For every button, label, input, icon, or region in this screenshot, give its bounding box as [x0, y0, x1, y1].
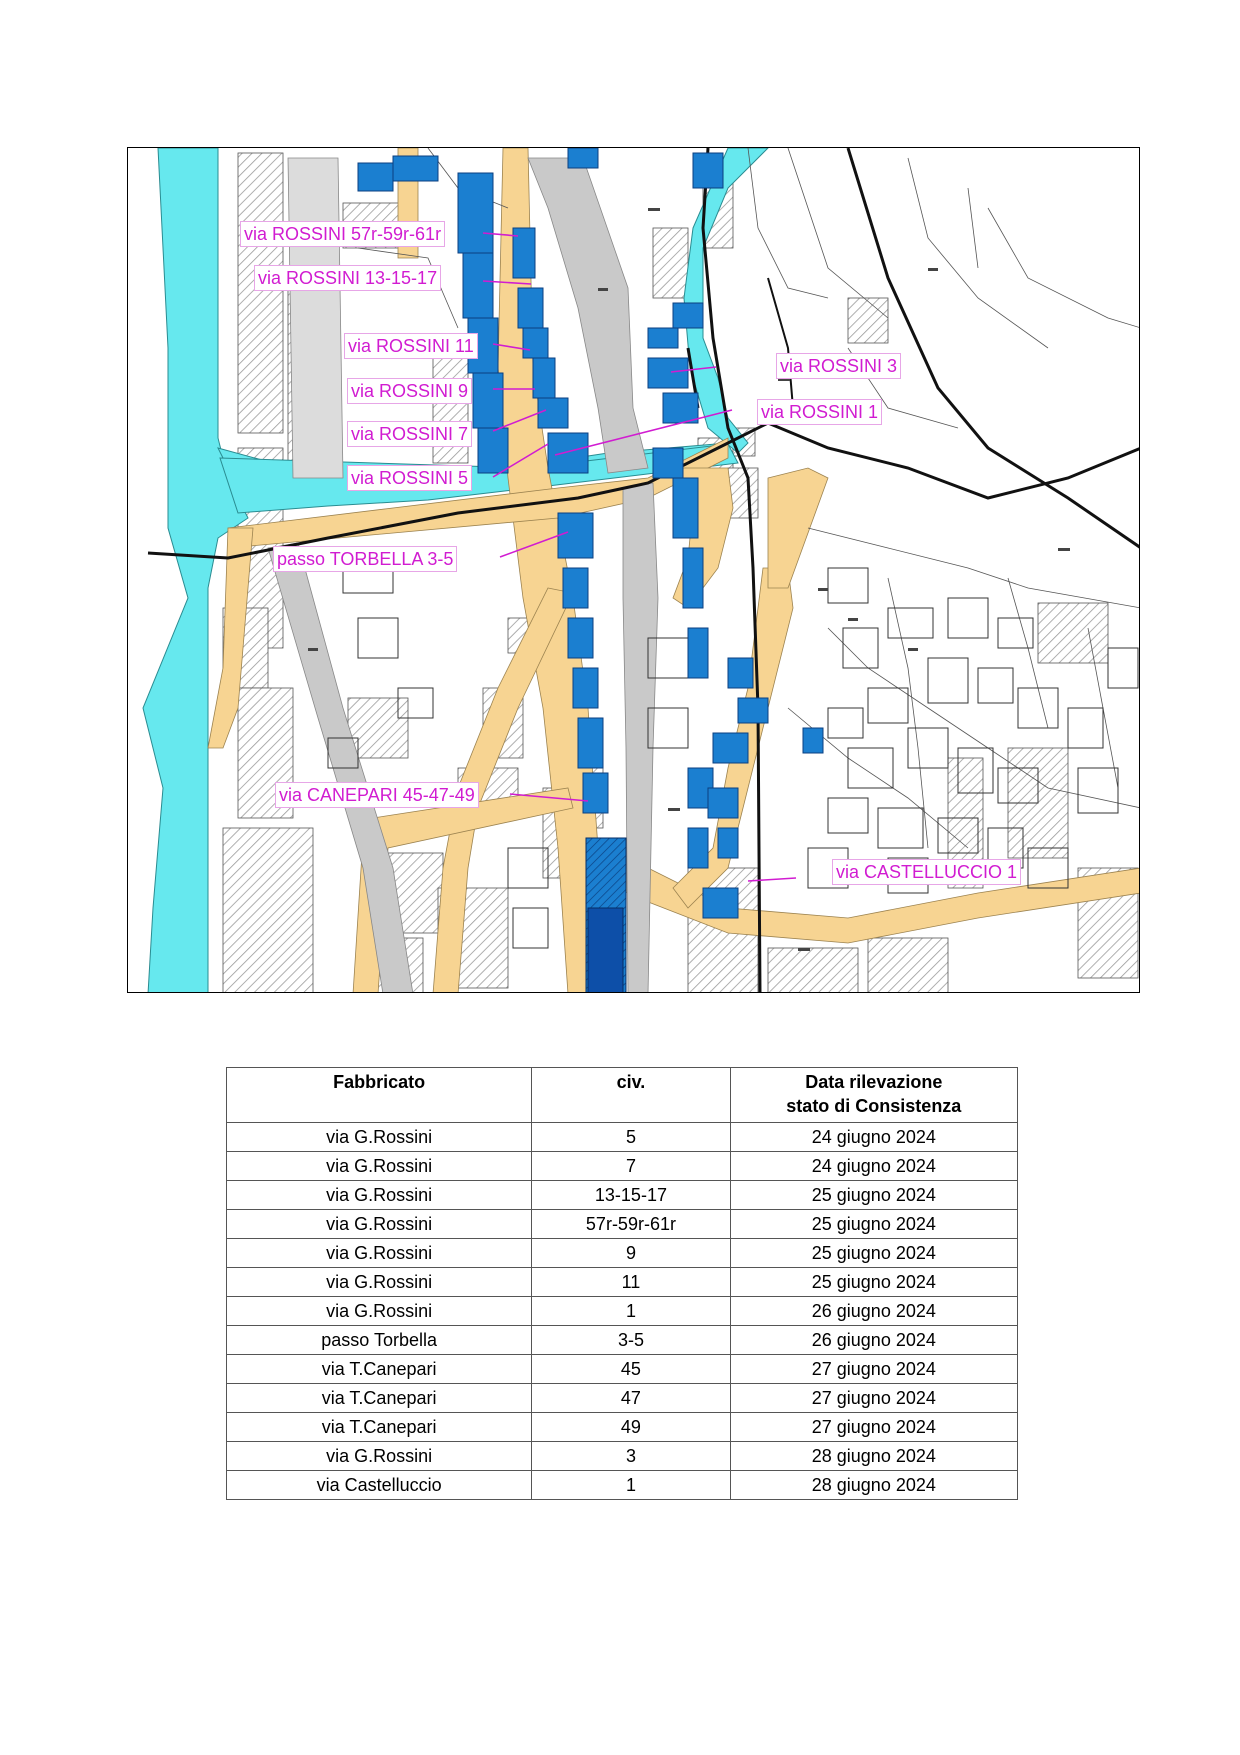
- header-fabbricato: Fabbricato: [227, 1068, 532, 1123]
- label-rossini-57r: via ROSSINI 57r-59r-61r: [240, 221, 445, 247]
- cell-civ: 1: [532, 1471, 730, 1500]
- cell-fabbricato: via G.Rossini: [227, 1123, 532, 1152]
- label-rossini-7: via ROSSINI 7: [347, 421, 472, 447]
- table-row: [227, 1413, 1018, 1442]
- cell-data: 28 giugno 2024: [730, 1471, 1017, 1500]
- table-row: [227, 1442, 1018, 1471]
- cell-civ: 11: [532, 1268, 730, 1297]
- cell-data: 26 giugno 2024: [730, 1326, 1017, 1355]
- label-rossini-3: via ROSSINI 3: [776, 353, 901, 379]
- header-civ: civ.: [532, 1068, 730, 1123]
- cell-fabbricato: via G.Rossini: [227, 1152, 532, 1181]
- cell-fabbricato: via G.Rossini: [227, 1297, 532, 1326]
- table-row: [227, 1123, 1018, 1152]
- table-header-row: [227, 1068, 1018, 1123]
- cell-fabbricato: via G.Rossini: [227, 1239, 532, 1268]
- cell-fabbricato: via G.Rossini: [227, 1181, 532, 1210]
- header-data: [730, 1068, 1017, 1123]
- survey-table: [226, 1067, 1018, 1500]
- cell-civ: 49: [532, 1413, 730, 1442]
- table-row: [227, 1268, 1018, 1297]
- cell-civ: 1: [532, 1297, 730, 1326]
- cell-data: 24 giugno 2024: [730, 1123, 1017, 1152]
- cell-civ: 45: [532, 1355, 730, 1384]
- table-row: [227, 1297, 1018, 1326]
- cell-civ: 57r-59r-61r: [532, 1210, 730, 1239]
- cell-fabbricato: via Castelluccio: [227, 1471, 532, 1500]
- cell-data: 24 giugno 2024: [730, 1152, 1017, 1181]
- cell-data: 25 giugno 2024: [730, 1268, 1017, 1297]
- label-rossini-11: via ROSSINI 11: [344, 333, 478, 359]
- cell-civ: 5: [532, 1123, 730, 1152]
- cell-data: 27 giugno 2024: [730, 1355, 1017, 1384]
- table-row: [227, 1181, 1018, 1210]
- table-row: [227, 1152, 1018, 1181]
- surveyed-buildings-dark: [586, 838, 626, 993]
- cell-fabbricato: passo Torbella: [227, 1326, 532, 1355]
- cell-civ: 3-5: [532, 1326, 730, 1355]
- label-canepari: via CANEPARI 45-47-49: [275, 782, 479, 808]
- cell-data: 27 giugno 2024: [730, 1384, 1017, 1413]
- table-row: [227, 1355, 1018, 1384]
- table-row: [227, 1326, 1018, 1355]
- cell-civ: 47: [532, 1384, 730, 1413]
- cell-fabbricato: via G.Rossini: [227, 1210, 532, 1239]
- table-row: [227, 1384, 1018, 1413]
- cell-civ: 3: [532, 1442, 730, 1471]
- label-torbella: passo TORBELLA 3-5: [273, 546, 457, 572]
- cell-data: 25 giugno 2024: [730, 1181, 1017, 1210]
- table-row: [227, 1239, 1018, 1268]
- cell-fabbricato: via T.Canepari: [227, 1384, 532, 1413]
- survey-table-wrapper: [226, 1067, 1018, 1500]
- table-row: [227, 1471, 1018, 1500]
- cell-civ: 13-15-17: [532, 1181, 730, 1210]
- label-rossini-13: via ROSSINI 13-15-17: [254, 265, 441, 291]
- cell-data: 25 giugno 2024: [730, 1210, 1017, 1239]
- cell-data: 25 giugno 2024: [730, 1239, 1017, 1268]
- label-rossini-9: via ROSSINI 9: [347, 378, 472, 404]
- label-rossini-1: via ROSSINI 1: [757, 399, 882, 425]
- cell-fabbricato: via G.Rossini: [227, 1442, 532, 1471]
- cell-data: 28 giugno 2024: [730, 1442, 1017, 1471]
- cell-fabbricato: via T.Canepari: [227, 1413, 532, 1442]
- table-row: [227, 1210, 1018, 1239]
- cell-data: 26 giugno 2024: [730, 1297, 1017, 1326]
- cell-civ: 9: [532, 1239, 730, 1268]
- cadastral-map: [127, 147, 1140, 993]
- cell-data: 27 giugno 2024: [730, 1413, 1017, 1442]
- cell-civ: 7: [532, 1152, 730, 1181]
- cell-fabbricato: via T.Canepari: [227, 1355, 532, 1384]
- header-data-line1: Data rilevazione: [805, 1072, 943, 1092]
- label-rossini-5: via ROSSINI 5: [347, 465, 472, 491]
- header-data-line2: stato di Consistenza: [786, 1096, 962, 1116]
- label-castelluccio: via CASTELLUCCIO 1: [832, 859, 1021, 885]
- cell-fabbricato: via G.Rossini: [227, 1268, 532, 1297]
